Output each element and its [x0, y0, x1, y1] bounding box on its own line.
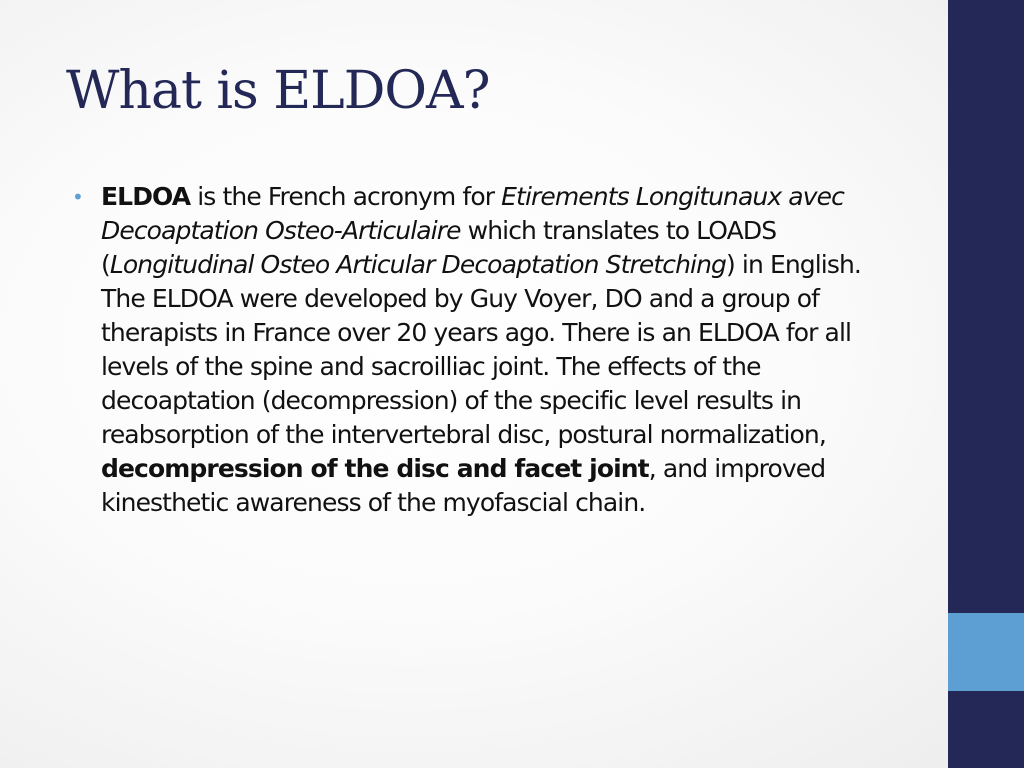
- text-segment: is the French acronym for: [190, 182, 502, 211]
- french-term: Etirements Longitunaux avec Decoaptation Osteo-Articulaire: [101, 182, 844, 245]
- sidebar-accent-block: [948, 613, 1024, 691]
- text-segment: ) in English. The ELDOA were developed by Guy Voyer, DO and a group of therapists in France over 20 years ago. There is an ELDOA for all levels of the spine and sacroilliac joint. The effects of the decoaptation (decompression) of the specific level results in reabsorption of the intervertebral disc, postural normalization,: [101, 250, 861, 449]
- text-segment: which translates to LOADS (: [101, 216, 777, 279]
- english-term: Longitudinal Osteo Articular Decoaptation Stretching: [109, 250, 726, 279]
- bullet-item: [72, 180, 882, 520]
- text-segment: , and improved kinesthetic awareness of the myofascial chain.: [101, 454, 826, 517]
- slide-title: What is ELDOA?: [66, 61, 490, 121]
- emphasis-decompression: decompression of the disc and facet joint: [101, 454, 649, 483]
- bullet-icon: •: [72, 185, 84, 209]
- term-eldoa: ELDOA: [101, 182, 191, 211]
- bullet-text: [101, 180, 882, 520]
- slide-content: [72, 180, 882, 520]
